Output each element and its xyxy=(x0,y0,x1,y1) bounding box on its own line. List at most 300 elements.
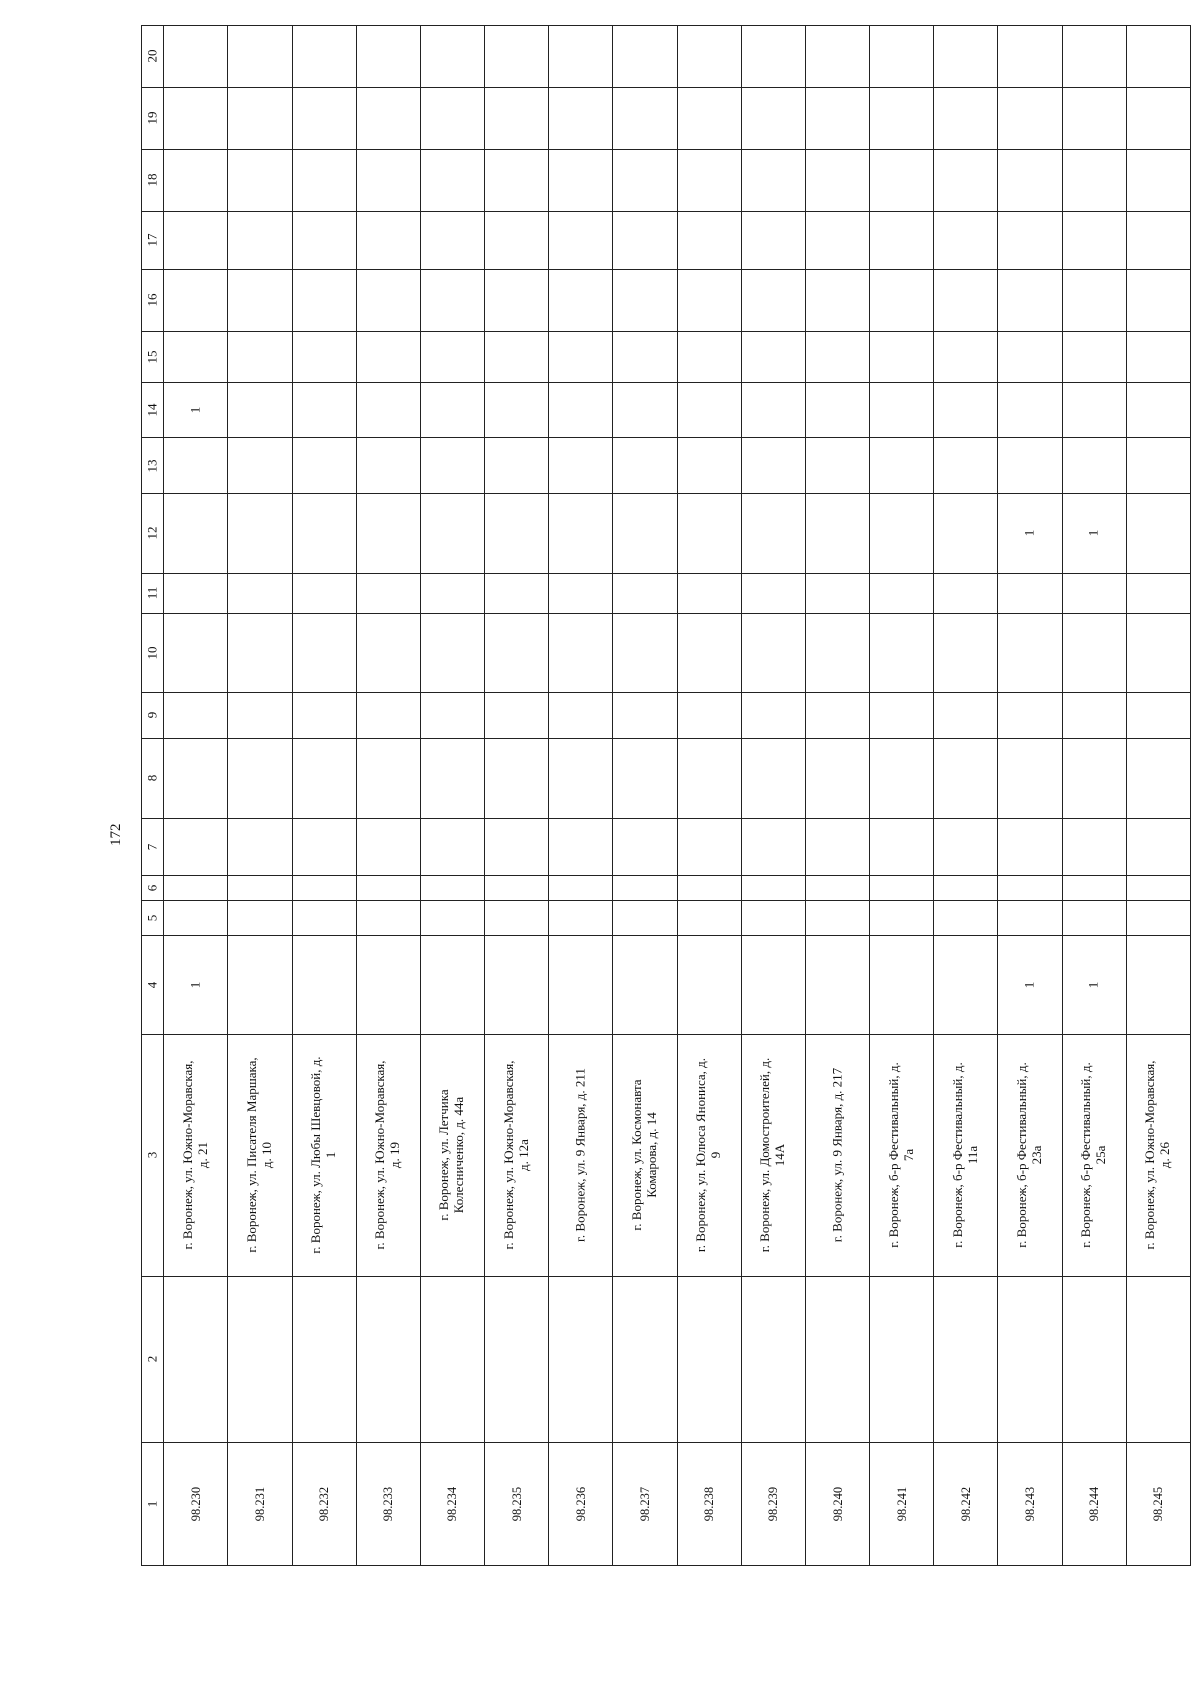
table-cell xyxy=(164,876,228,901)
column-header-cell xyxy=(142,818,164,875)
table-cell xyxy=(420,26,484,88)
table-cell xyxy=(1062,935,1126,1035)
table-cell xyxy=(934,270,998,332)
row-address: г. Воронеж, ул. Южно-Моравская, д. 12а xyxy=(500,1061,531,1250)
table-cell xyxy=(677,87,741,150)
table-cell xyxy=(228,211,292,269)
table-cell xyxy=(164,1276,228,1442)
table-cell xyxy=(613,438,677,493)
table-cell xyxy=(613,26,677,88)
table-cell xyxy=(870,150,934,212)
row-id: 98.240 xyxy=(830,1486,845,1522)
table-cell xyxy=(934,901,998,936)
table-cell xyxy=(292,331,356,382)
table-cell xyxy=(998,935,1062,1035)
table-cell xyxy=(870,270,934,332)
table-cell xyxy=(485,573,549,613)
table-cell xyxy=(356,26,420,88)
table-cell xyxy=(934,1442,998,1565)
row-address: г. Воронеж, б-р Фестивальный, д. 25а xyxy=(1078,1062,1109,1249)
table-cell xyxy=(292,613,356,692)
row-address: г. Воронеж, б-р Фестивальный, д. 7а xyxy=(885,1062,916,1249)
table-cell xyxy=(356,935,420,1035)
table-cell xyxy=(1126,901,1190,936)
table-cell xyxy=(485,270,549,332)
table-cell xyxy=(1062,331,1126,382)
table-cell xyxy=(934,331,998,382)
column-header-label: 11 xyxy=(144,587,160,600)
table-cell xyxy=(870,876,934,901)
table-cell xyxy=(934,87,998,150)
row-id: 98.239 xyxy=(766,1486,781,1522)
table-row xyxy=(142,573,1191,613)
table-cell xyxy=(1062,901,1126,936)
table-row xyxy=(142,26,1191,88)
table-cell xyxy=(292,270,356,332)
table-cell xyxy=(805,331,869,382)
table-row xyxy=(142,1442,1191,1565)
row-value: 1 xyxy=(1021,530,1037,537)
table-cell xyxy=(998,692,1062,738)
table-cell xyxy=(420,87,484,150)
table-cell xyxy=(805,270,869,332)
table-cell xyxy=(677,876,741,901)
table-cell xyxy=(356,876,420,901)
table-cell xyxy=(934,493,998,573)
table-cell xyxy=(228,1035,292,1276)
column-header-label: 14 xyxy=(144,403,160,417)
table-cell xyxy=(870,438,934,493)
table-cell xyxy=(613,901,677,936)
table-cell xyxy=(870,1035,934,1276)
table-cell xyxy=(998,150,1062,212)
table-cell xyxy=(549,818,613,875)
table-cell xyxy=(420,493,484,573)
table-cell xyxy=(805,150,869,212)
table-cell xyxy=(934,211,998,269)
table-cell xyxy=(934,818,998,875)
table-cell xyxy=(1062,211,1126,269)
table-row xyxy=(142,901,1191,936)
row-id: 98.244 xyxy=(1087,1486,1101,1522)
row-address: г. Воронеж, ул. Юлюса Янониса, д. 9 xyxy=(693,1058,724,1253)
table-cell xyxy=(292,935,356,1035)
table-cell xyxy=(741,26,805,88)
table-cell xyxy=(420,573,484,613)
table-cell xyxy=(485,1442,549,1565)
table-cell xyxy=(1126,382,1190,437)
table-cell xyxy=(228,26,292,88)
table-cell xyxy=(1062,1276,1126,1442)
table-cell xyxy=(677,382,741,437)
table-cell xyxy=(228,331,292,382)
table-cell xyxy=(1126,935,1190,1035)
table-cell xyxy=(741,270,805,332)
table-cell xyxy=(741,1035,805,1276)
table-cell xyxy=(485,211,549,269)
table-cell xyxy=(549,1035,613,1276)
column-header-cell xyxy=(142,150,164,212)
table-cell xyxy=(292,1035,356,1276)
table-cell xyxy=(549,26,613,88)
table-cell xyxy=(805,738,869,818)
table-cell xyxy=(805,935,869,1035)
table-cell xyxy=(613,876,677,901)
table-row xyxy=(142,876,1191,901)
table-row xyxy=(142,493,1191,573)
table-cell xyxy=(1062,613,1126,692)
column-header-label: 16 xyxy=(144,293,160,307)
table-cell xyxy=(228,382,292,437)
table-cell xyxy=(1126,87,1190,150)
table-cell xyxy=(228,738,292,818)
column-header-label: 13 xyxy=(144,459,160,473)
table-cell xyxy=(998,738,1062,818)
table-cell xyxy=(805,438,869,493)
table-cell xyxy=(549,901,613,936)
table-cell xyxy=(677,738,741,818)
table-cell xyxy=(228,901,292,936)
table-cell xyxy=(1126,573,1190,613)
row-id: 98.245 xyxy=(1151,1486,1166,1522)
table-cell xyxy=(870,692,934,738)
table-cell xyxy=(420,692,484,738)
table-cell xyxy=(741,382,805,437)
table-cell xyxy=(1062,26,1126,88)
table-cell xyxy=(1062,270,1126,332)
table-cell xyxy=(1062,876,1126,901)
table-cell xyxy=(228,150,292,212)
table-cell xyxy=(741,211,805,269)
table-cell xyxy=(998,493,1062,573)
row-value: 1 xyxy=(187,406,203,414)
table-cell xyxy=(1126,331,1190,382)
table-cell xyxy=(870,1442,934,1565)
column-header-cell xyxy=(142,493,164,573)
column-header-label: 10 xyxy=(144,646,160,660)
table-cell xyxy=(549,270,613,332)
table-cell xyxy=(164,87,228,150)
row-address: г. Воронеж, ул. Южно-Моравская, д. 26 xyxy=(1142,1061,1173,1250)
table-cell xyxy=(549,692,613,738)
table-cell xyxy=(164,935,228,1035)
table-cell xyxy=(613,692,677,738)
column-header-cell xyxy=(142,692,164,738)
table-cell xyxy=(613,150,677,212)
table-cell xyxy=(420,1035,484,1276)
table-cell xyxy=(677,150,741,212)
table-row xyxy=(142,438,1191,493)
table-cell xyxy=(1062,382,1126,437)
table-cell xyxy=(870,211,934,269)
table-cell xyxy=(292,211,356,269)
table-cell xyxy=(613,382,677,437)
table-cell xyxy=(1062,87,1126,150)
table-cell xyxy=(741,738,805,818)
table-cell xyxy=(356,211,420,269)
column-header-label: 1 xyxy=(144,1500,160,1508)
table-cell xyxy=(292,1442,356,1565)
table-cell xyxy=(677,438,741,493)
table-cell xyxy=(998,382,1062,437)
table-cell xyxy=(870,901,934,936)
table-cell xyxy=(870,331,934,382)
table-cell xyxy=(1126,211,1190,269)
table-cell xyxy=(613,1035,677,1276)
table-cell xyxy=(292,1276,356,1442)
table-cell xyxy=(549,935,613,1035)
table-cell xyxy=(356,382,420,437)
table-cell xyxy=(549,150,613,212)
table-cell xyxy=(741,573,805,613)
table-cell xyxy=(549,738,613,818)
row-id: 98.234 xyxy=(445,1486,460,1522)
table-cell xyxy=(164,493,228,573)
row-address: г. Воронеж, ул. Космонавта Комарова, д. 14 xyxy=(629,1079,659,1232)
table-cell xyxy=(677,1442,741,1565)
column-header-cell xyxy=(142,1035,164,1276)
row-address: г. Воронеж, б-р Фестивальный, д. 23а xyxy=(1014,1062,1045,1249)
table-cell xyxy=(420,901,484,936)
table-cell xyxy=(805,901,869,936)
table-cell xyxy=(1062,150,1126,212)
row-id: 98.233 xyxy=(381,1486,396,1522)
table-cell xyxy=(420,331,484,382)
table-cell xyxy=(356,738,420,818)
table-cell xyxy=(485,935,549,1035)
table-cell xyxy=(1126,1442,1190,1565)
table-cell xyxy=(613,1442,677,1565)
table-cell xyxy=(1062,493,1126,573)
table-cell xyxy=(164,692,228,738)
table-cell xyxy=(292,818,356,875)
table-cell xyxy=(677,331,741,382)
table-cell xyxy=(292,901,356,936)
table-cell xyxy=(485,150,549,212)
table-cell xyxy=(677,270,741,332)
row-id: 98.236 xyxy=(573,1486,588,1522)
row-id: 98.231 xyxy=(252,1486,267,1522)
table-cell xyxy=(356,818,420,875)
table-cell xyxy=(420,935,484,1035)
table-cell xyxy=(228,573,292,613)
table-cell xyxy=(356,692,420,738)
table-cell xyxy=(164,382,228,437)
row-value: 1 xyxy=(187,981,203,989)
table-cell xyxy=(549,382,613,437)
table-cell xyxy=(164,1035,228,1276)
table-cell xyxy=(485,901,549,936)
table-row xyxy=(142,87,1191,150)
column-header-cell xyxy=(142,901,164,936)
table-row xyxy=(142,331,1191,382)
table-cell xyxy=(998,876,1062,901)
row-address: г. Воронеж, ул. Писателя Маршака, д. 10 xyxy=(244,1057,274,1254)
table-cell xyxy=(485,382,549,437)
table-cell xyxy=(420,270,484,332)
table-row xyxy=(142,935,1191,1035)
table-cell xyxy=(741,438,805,493)
table-cell xyxy=(164,438,228,493)
table-cell xyxy=(870,493,934,573)
table-cell xyxy=(870,573,934,613)
row-id: 98.237 xyxy=(637,1486,652,1522)
row-address: г. Воронеж, ул. 9 Января, д. 217 xyxy=(829,1068,845,1243)
table-cell xyxy=(805,87,869,150)
table-cell xyxy=(613,818,677,875)
table-cell xyxy=(420,818,484,875)
table-row xyxy=(142,818,1191,875)
table-cell xyxy=(741,1276,805,1442)
table-cell xyxy=(934,382,998,437)
table-cell xyxy=(677,692,741,738)
table-cell xyxy=(164,573,228,613)
table-cell xyxy=(677,573,741,613)
table-cell xyxy=(164,818,228,875)
table-cell xyxy=(741,818,805,875)
table-cell xyxy=(870,613,934,692)
table-cell xyxy=(805,211,869,269)
table-cell xyxy=(1062,1442,1126,1565)
table-cell xyxy=(741,692,805,738)
column-header-cell xyxy=(142,270,164,332)
column-header-label: 20 xyxy=(144,49,160,63)
table-cell xyxy=(998,613,1062,692)
table-cell xyxy=(356,331,420,382)
table-cell xyxy=(164,211,228,269)
column-header-cell xyxy=(142,738,164,818)
row-id: 98.235 xyxy=(509,1486,524,1522)
column-header-cell xyxy=(142,331,164,382)
table-cell xyxy=(870,818,934,875)
table-cell xyxy=(677,493,741,573)
table-cell xyxy=(934,613,998,692)
column-header-label: 2 xyxy=(144,1355,160,1363)
table-cell xyxy=(356,901,420,936)
table-cell xyxy=(870,87,934,150)
row-address: г. Воронеж, ул. Летчика Колесниченко, д. 44а xyxy=(436,1089,467,1222)
column-header-cell xyxy=(142,26,164,88)
column-header-label: 9 xyxy=(144,712,160,719)
table-cell xyxy=(356,493,420,573)
table-cell xyxy=(934,438,998,493)
table-cell xyxy=(420,876,484,901)
table-cell xyxy=(677,613,741,692)
table-cell xyxy=(613,211,677,269)
row-id: 98.241 xyxy=(894,1486,909,1522)
table-cell xyxy=(1126,438,1190,493)
table-cell xyxy=(934,738,998,818)
table-cell xyxy=(164,26,228,88)
table-cell xyxy=(485,1276,549,1442)
table-cell xyxy=(292,26,356,88)
table-cell xyxy=(677,211,741,269)
table-cell xyxy=(549,493,613,573)
column-header-label: 8 xyxy=(144,775,160,782)
table-cell xyxy=(1062,573,1126,613)
table-cell xyxy=(934,692,998,738)
table-cell xyxy=(741,87,805,150)
table-cell xyxy=(998,438,1062,493)
row-id: 98.242 xyxy=(958,1486,973,1522)
table-cell xyxy=(356,150,420,212)
table-cell xyxy=(677,1276,741,1442)
table-cell xyxy=(164,150,228,212)
table-cell xyxy=(228,493,292,573)
table-cell xyxy=(741,901,805,936)
table-cell xyxy=(1062,692,1126,738)
table-cell xyxy=(805,493,869,573)
row-id: 98.232 xyxy=(316,1486,331,1522)
column-header-cell xyxy=(142,1442,164,1565)
table-cell xyxy=(485,613,549,692)
table-cell xyxy=(164,901,228,936)
table-cell xyxy=(998,331,1062,382)
table-cell xyxy=(677,935,741,1035)
table-cell xyxy=(613,613,677,692)
table-cell xyxy=(1126,876,1190,901)
column-header-cell xyxy=(142,613,164,692)
table-row xyxy=(142,270,1191,332)
table-row xyxy=(142,692,1191,738)
table-cell xyxy=(485,738,549,818)
table-cell xyxy=(485,876,549,901)
table-cell xyxy=(613,87,677,150)
column-header-label: 7 xyxy=(144,843,160,851)
table-cell xyxy=(870,738,934,818)
column-header-label: 5 xyxy=(144,914,160,922)
table-cell xyxy=(805,613,869,692)
table-cell xyxy=(741,876,805,901)
table-cell xyxy=(228,818,292,875)
column-header-label: 18 xyxy=(144,173,160,187)
table-cell xyxy=(805,818,869,875)
row-address: г. Воронеж, ул. Южно-Моравская, д. 19 xyxy=(372,1061,403,1250)
table-cell xyxy=(420,738,484,818)
table-cell xyxy=(870,935,934,1035)
row-address: г. Воронеж, ул. Любы Шевцовой, д. 1 xyxy=(308,1056,339,1255)
table-cell xyxy=(805,692,869,738)
table-cell xyxy=(613,573,677,613)
table-cell xyxy=(549,876,613,901)
table-row xyxy=(142,613,1191,692)
table-cell xyxy=(164,270,228,332)
table-cell xyxy=(805,1442,869,1565)
table-cell xyxy=(164,738,228,818)
table-cell xyxy=(741,613,805,692)
column-header-label: 4 xyxy=(144,981,160,989)
table-cell xyxy=(485,87,549,150)
table-cell xyxy=(292,573,356,613)
table-cell xyxy=(164,613,228,692)
table-cell xyxy=(677,818,741,875)
table-cell xyxy=(420,1442,484,1565)
table-cell xyxy=(934,935,998,1035)
table-cell xyxy=(998,87,1062,150)
column-header-cell xyxy=(142,211,164,269)
table-cell xyxy=(356,270,420,332)
column-header-label: 17 xyxy=(144,233,160,247)
column-header-cell xyxy=(142,573,164,613)
table-cell xyxy=(420,150,484,212)
table-cell xyxy=(356,1035,420,1276)
table-cell xyxy=(549,211,613,269)
table-cell xyxy=(1062,438,1126,493)
table-cell xyxy=(1126,692,1190,738)
column-header-label: 6 xyxy=(144,884,160,892)
table-cell xyxy=(485,26,549,88)
table-cell xyxy=(934,1276,998,1442)
